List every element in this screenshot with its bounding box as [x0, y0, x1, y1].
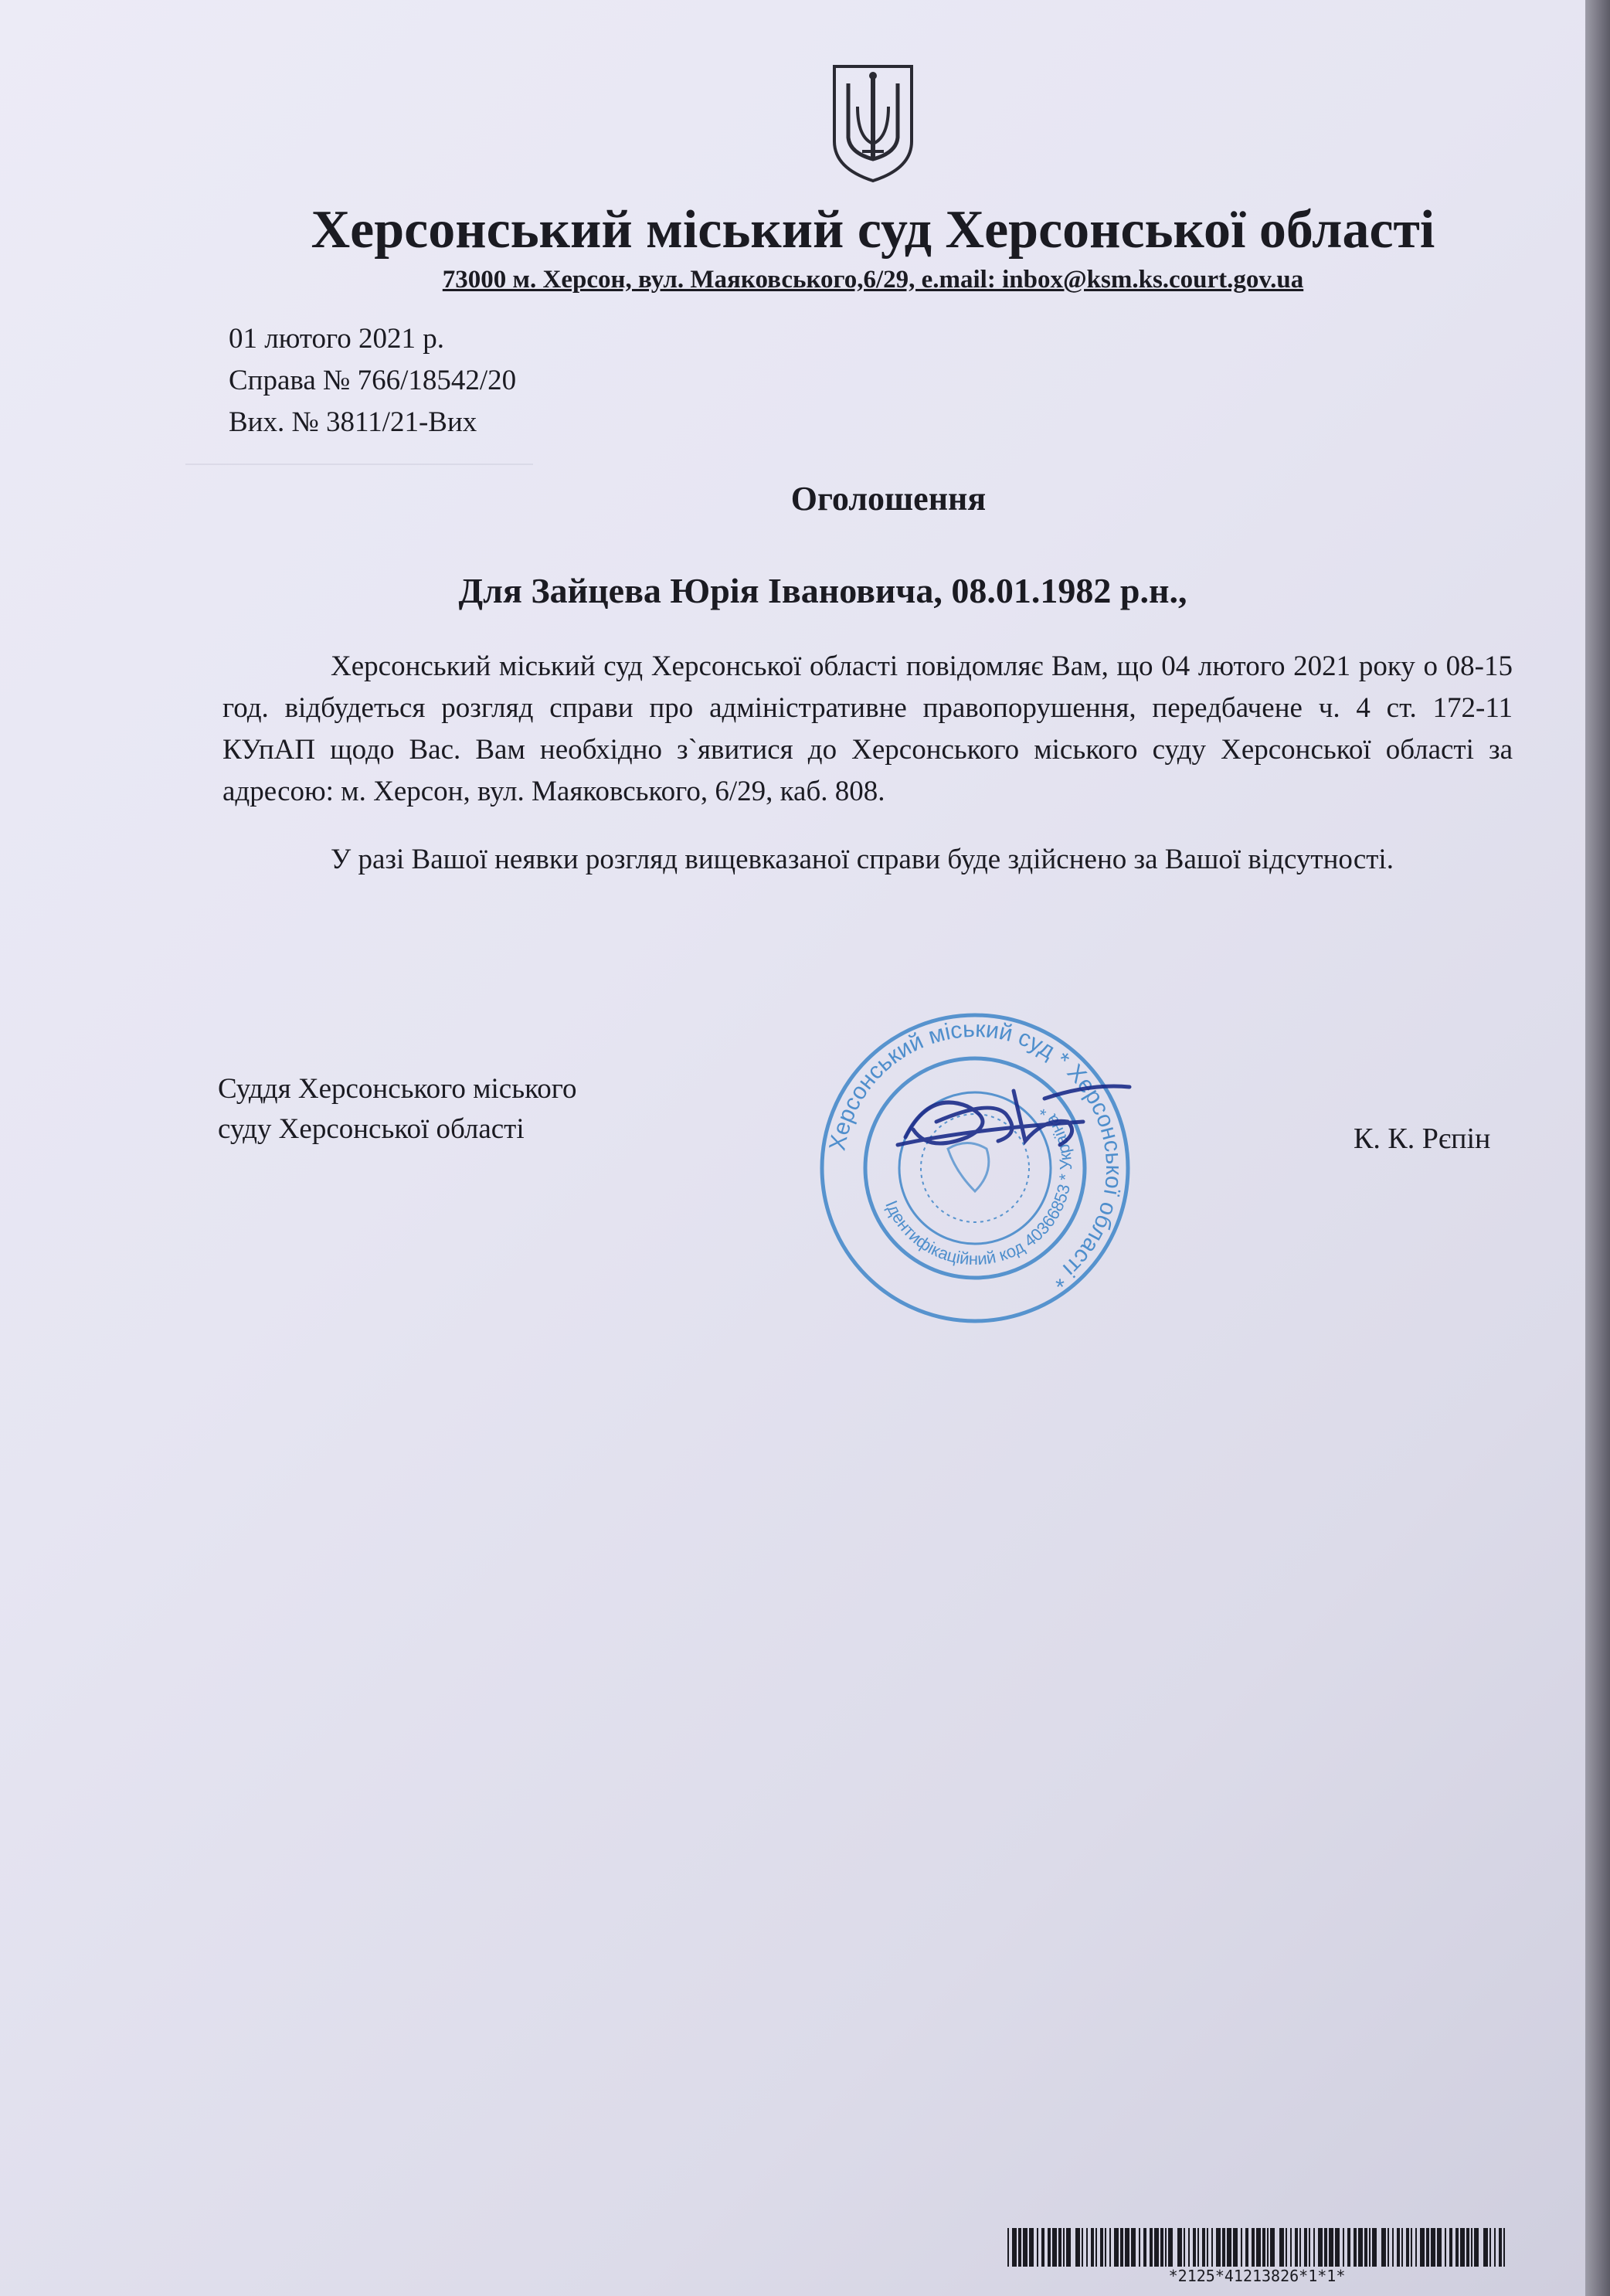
barcode-bar: [1160, 2228, 1163, 2267]
barcode-bar: [1267, 2228, 1269, 2267]
barcode-bar: [1309, 2228, 1310, 2267]
case-number: Справа № 766/18542/20: [229, 365, 517, 396]
signer-title: [218, 1069, 576, 1150]
notice-paragraph: Херсонський міський суд Херсонської області повідомляє Вам, що 04 лютого 2021 року о 08-15 год. відбудеться розгляд справи про адміністративне правопорушення, передбачене ч. 4 ст. 172-11 КУпАП щодо Вас. Вам необхідно з`явитися до Херсонського міського суду Херсонської області за адресою: м. Херсон, вул. Маяковського, 6/29, каб. 808.: [222, 650, 1513, 807]
barcode-bar: [1037, 2228, 1038, 2267]
barcode-bar: [1012, 2228, 1017, 2267]
barcode-bar: [1406, 2228, 1409, 2267]
barcode-bar: [1318, 2228, 1323, 2267]
notice-body: [222, 646, 1513, 907]
barcode-bar: [1165, 2228, 1167, 2267]
barcode-bar: [1494, 2228, 1496, 2267]
barcode-bar: [1471, 2228, 1472, 2267]
barcode-bar: [1075, 2228, 1080, 2267]
barcode-bar: [1358, 2228, 1363, 2267]
barcode-bar: [1295, 2228, 1298, 2267]
barcode-bar: [1095, 2228, 1097, 2267]
barcode-bar: [1449, 2228, 1452, 2267]
barcode-bar: [1381, 2228, 1386, 2267]
barcode-bar: [1211, 2228, 1213, 2267]
barcode-bar: [1109, 2228, 1111, 2267]
barcode-bar: [1343, 2228, 1344, 2267]
barcode-bar: [1207, 2228, 1208, 2267]
barcode-bar: [1063, 2228, 1065, 2267]
barcode-bar: [1245, 2228, 1248, 2267]
court-address-line: 73000 м. Херсон, вул. Маяковського,6/29, e.mail: inbox@ksm.ks.court.gov.ua: [442, 266, 1304, 294]
barcode-bar: [1290, 2228, 1292, 2267]
barcode-bar: [1397, 2228, 1400, 2267]
barcode-bar: [1460, 2228, 1465, 2267]
barcode-bar: [1029, 2228, 1034, 2267]
barcode-bar: [1227, 2228, 1231, 2267]
barcode-bar: [1125, 2228, 1129, 2267]
stamp-inner-text: Ідентифікаційний код 40366853 * Україна *: [881, 1102, 1076, 1269]
barcode-bar: [1256, 2228, 1261, 2267]
barcode-bar: [1499, 2228, 1502, 2267]
barcode-bar: [1091, 2228, 1094, 2267]
barcode-bar: [1114, 2228, 1119, 2267]
signer-title-line: суду Херсонської області: [218, 1113, 525, 1145]
outgoing-number: Вих. № 3811/21-Вих: [229, 406, 477, 438]
barcode-bar: [1392, 2228, 1394, 2267]
barcode-bar: [1188, 2228, 1190, 2267]
barcode-bar: [1052, 2228, 1057, 2267]
barcode-bar: [1354, 2228, 1357, 2267]
barcode-bar: [1313, 2228, 1315, 2267]
barcode-bar: [1100, 2228, 1103, 2267]
barcode-bar: [1197, 2228, 1199, 2267]
barcode-bar: [1143, 2228, 1146, 2267]
barcode-bar: [1372, 2228, 1377, 2267]
barcode-bar: [1415, 2228, 1417, 2267]
page-edge-shadow: [1585, 0, 1610, 2296]
barcode-bar: [1489, 2228, 1491, 2267]
barcode-bar: [1082, 2228, 1083, 2267]
stamp-outer-text: Херсонський міський суд * Херсонської області *: [824, 1016, 1127, 1293]
barcode-bar: [1431, 2228, 1435, 2267]
barcode-bar: [1262, 2228, 1265, 2267]
barcode-bar: [1329, 2228, 1333, 2267]
signer-title-line: Суддя Херсонського міського: [218, 1073, 577, 1105]
barcode-bar: [1324, 2228, 1327, 2267]
barcode-bar: [1455, 2228, 1459, 2267]
barcode-bar: [1007, 2228, 1009, 2267]
barcode-bar: [1388, 2228, 1389, 2267]
barcode-bar: [1426, 2228, 1429, 2267]
barcode-bar: [1286, 2228, 1287, 2267]
barcode-bar: [1041, 2228, 1044, 2267]
barcode-bar: [1503, 2228, 1505, 2267]
barcode-bar: [1304, 2228, 1307, 2267]
barcode-bar: [1018, 2228, 1021, 2267]
barcode-bar: [1222, 2228, 1225, 2267]
barcode-bar: [1474, 2228, 1479, 2267]
barcode-bar: [1335, 2228, 1340, 2267]
barcode-bar: [1299, 2228, 1301, 2267]
barcode-bar: [1279, 2228, 1284, 2267]
court-seal-stamp: [813, 1006, 1137, 1330]
barcode-bar: [1066, 2228, 1071, 2267]
barcode-bar: [1483, 2228, 1488, 2267]
barcode-bar: [1445, 2228, 1446, 2267]
barcode-bar: [1347, 2228, 1350, 2267]
barcode-bar: [1058, 2228, 1061, 2267]
barcode-bar: [1154, 2228, 1159, 2267]
barcode-bar: [1233, 2228, 1238, 2267]
notice-heading: Оголошення: [790, 480, 987, 518]
barcode-bar: [1150, 2228, 1153, 2267]
notice-paragraph: У разі Вашої неявки розгляд вищевказаної справи буде здійснено за Вашої відсутності.: [331, 844, 1394, 875]
barcode-bar: [1131, 2228, 1136, 2267]
barcode-bar: [1369, 2228, 1371, 2267]
barcode-bar: [1241, 2228, 1242, 2267]
barcode-bar: [1437, 2228, 1442, 2267]
barcode-bar: [1023, 2228, 1027, 2267]
barcode: [1006, 2228, 1508, 2267]
barcode-bar: [1120, 2228, 1123, 2267]
barcode-bar: [1202, 2228, 1205, 2267]
signer-name: К. К. Рєпін: [1354, 1123, 1491, 1155]
barcode-bar: [1401, 2228, 1403, 2267]
barcode-bar: [1270, 2228, 1275, 2267]
barcode-bar: [1411, 2228, 1412, 2267]
barcode-bar: [1216, 2228, 1221, 2267]
barcode-bar: [1364, 2228, 1367, 2267]
court-name: Херсонський міський суд Херсонської області: [311, 200, 1435, 260]
document-date: 01 лютого 2021 р.: [229, 323, 445, 355]
barcode-bar: [1193, 2228, 1196, 2267]
barcode-bar: [1168, 2228, 1173, 2267]
barcode-bar: [1048, 2228, 1051, 2267]
barcode-bar: [1105, 2228, 1106, 2267]
barcode-bar: [1420, 2228, 1425, 2267]
barcode-bar: [1139, 2228, 1140, 2267]
barcode-bar: [1252, 2228, 1255, 2267]
barcode-bar: [1177, 2228, 1182, 2267]
barcode-bar: [1466, 2228, 1469, 2267]
notice-addressee: Для Зайцева Юрія Івановича, 08.01.1982 р.н.,: [458, 571, 1187, 610]
barcode-bar: [1086, 2228, 1088, 2267]
document-meta: [229, 318, 516, 443]
trident-coat-of-arms-icon: [827, 60, 919, 184]
barcode-text: *2125*41213826*1*1*: [1168, 2267, 1346, 2285]
barcode-bar: [1184, 2228, 1185, 2267]
